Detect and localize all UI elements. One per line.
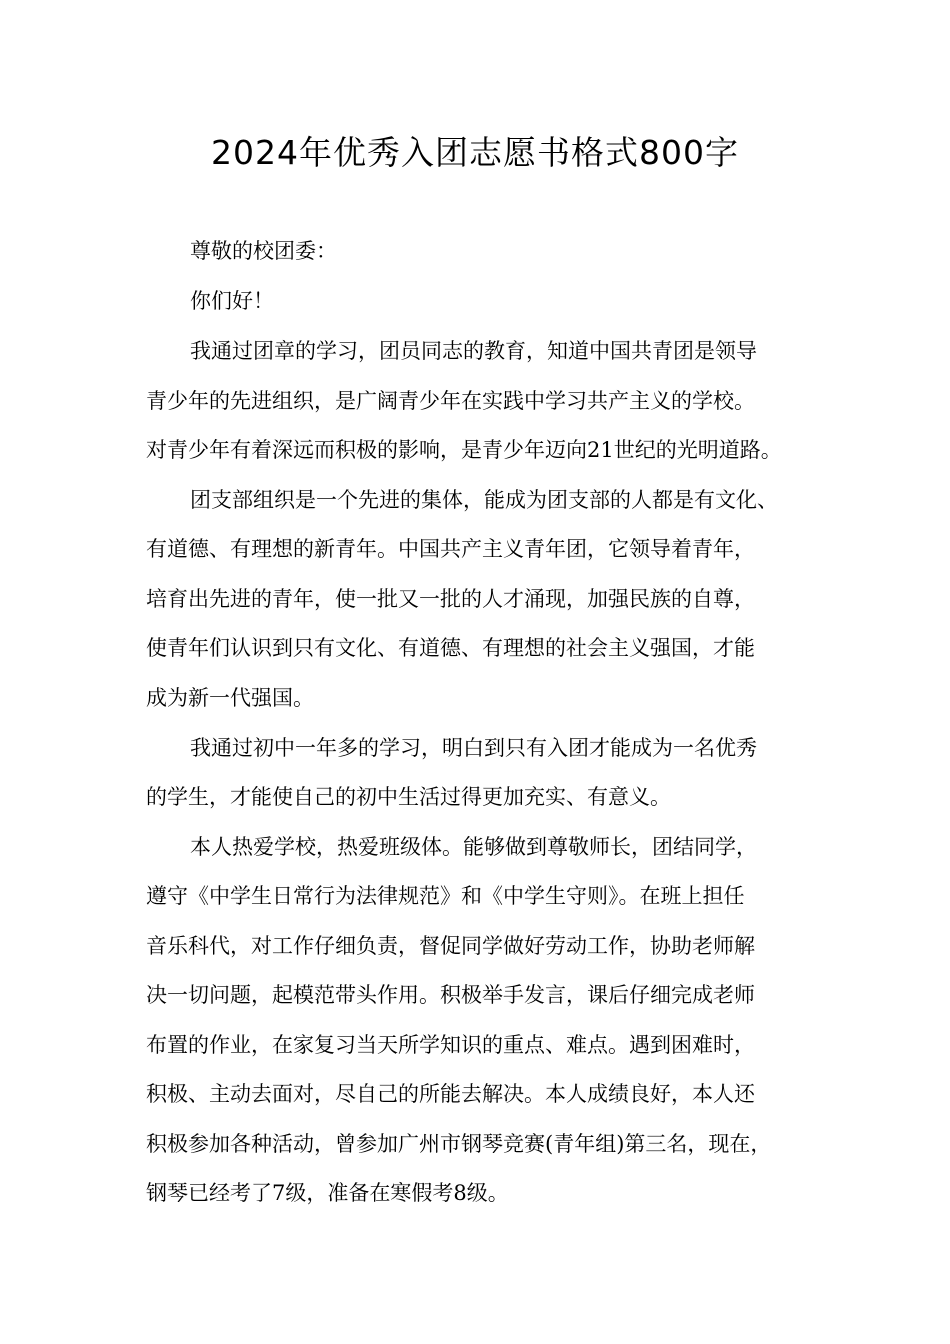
salutation: 尊敬的校团委： bbox=[190, 239, 337, 263]
paragraph-line: 青少年的先进组织，是广阔青少年在实践中学习共产主义的学校。 bbox=[146, 389, 755, 413]
paragraph-line: 遵守《中学生日常行为法律规范》和《中学生守则》。在班上担任 bbox=[146, 884, 745, 908]
paragraph-line: 培育出先进的青年，使一批又一批的人才涌现，加强民族的自尊， bbox=[146, 587, 755, 611]
paragraph-line: 我通过初中一年多的学习，明白到只有入团才能成为一名优秀 bbox=[190, 736, 757, 760]
paragraph-line: 成为新一代强国。 bbox=[146, 686, 314, 710]
paragraph-line: 钢琴已经考了7级，准备在寒假考8级。 bbox=[146, 1181, 509, 1205]
paragraph-line: 本人热爱学校，热爱班级体。能够做到尊敬师长，团结同学， bbox=[190, 835, 757, 859]
paragraph-line: 的学生，才能使自己的初中生活过得更加充实、有意义。 bbox=[146, 785, 671, 809]
paragraph-line: 团支部组织是一个先进的集体，能成为团支部的人都是有文化、 bbox=[190, 488, 778, 512]
paragraph-line: 积极、主动去面对，尽自己的所能去解决。本人成绩良好，本人还 bbox=[146, 1082, 755, 1106]
greeting: 你们好！ bbox=[190, 289, 274, 313]
paragraph-line: 决一切问题，起模范带头作用。积极举手发言，课后仔细完成老师 bbox=[146, 983, 755, 1007]
paragraph-line: 我通过团章的学习，团员同志的教育，知道中国共青团是领导 bbox=[190, 339, 757, 363]
paragraph-line: 对青少年有着深远而积极的影响，是青少年迈向21世纪的光明道路。 bbox=[146, 438, 782, 462]
paragraph-line: 音乐科代，对工作仔细负责，督促同学做好劳动工作，协助老师解 bbox=[146, 934, 755, 958]
document-title: 2024年优秀入团志愿书格式800字 bbox=[211, 133, 739, 172]
paragraph-line: 积极参加各种活动，曾参加广州市钢琴竞赛(青年组)第三名，现在， bbox=[146, 1132, 772, 1156]
paragraph-line: 布置的作业，在家复习当天所学知识的重点、难点。遇到困难时， bbox=[146, 1033, 755, 1057]
paragraph-line: 有道德、有理想的新青年。中国共产主义青年团，它领导着青年， bbox=[146, 537, 755, 561]
paragraph-line: 使青年们认识到只有文化、有道德、有理想的社会主义强国，才能 bbox=[146, 636, 755, 660]
